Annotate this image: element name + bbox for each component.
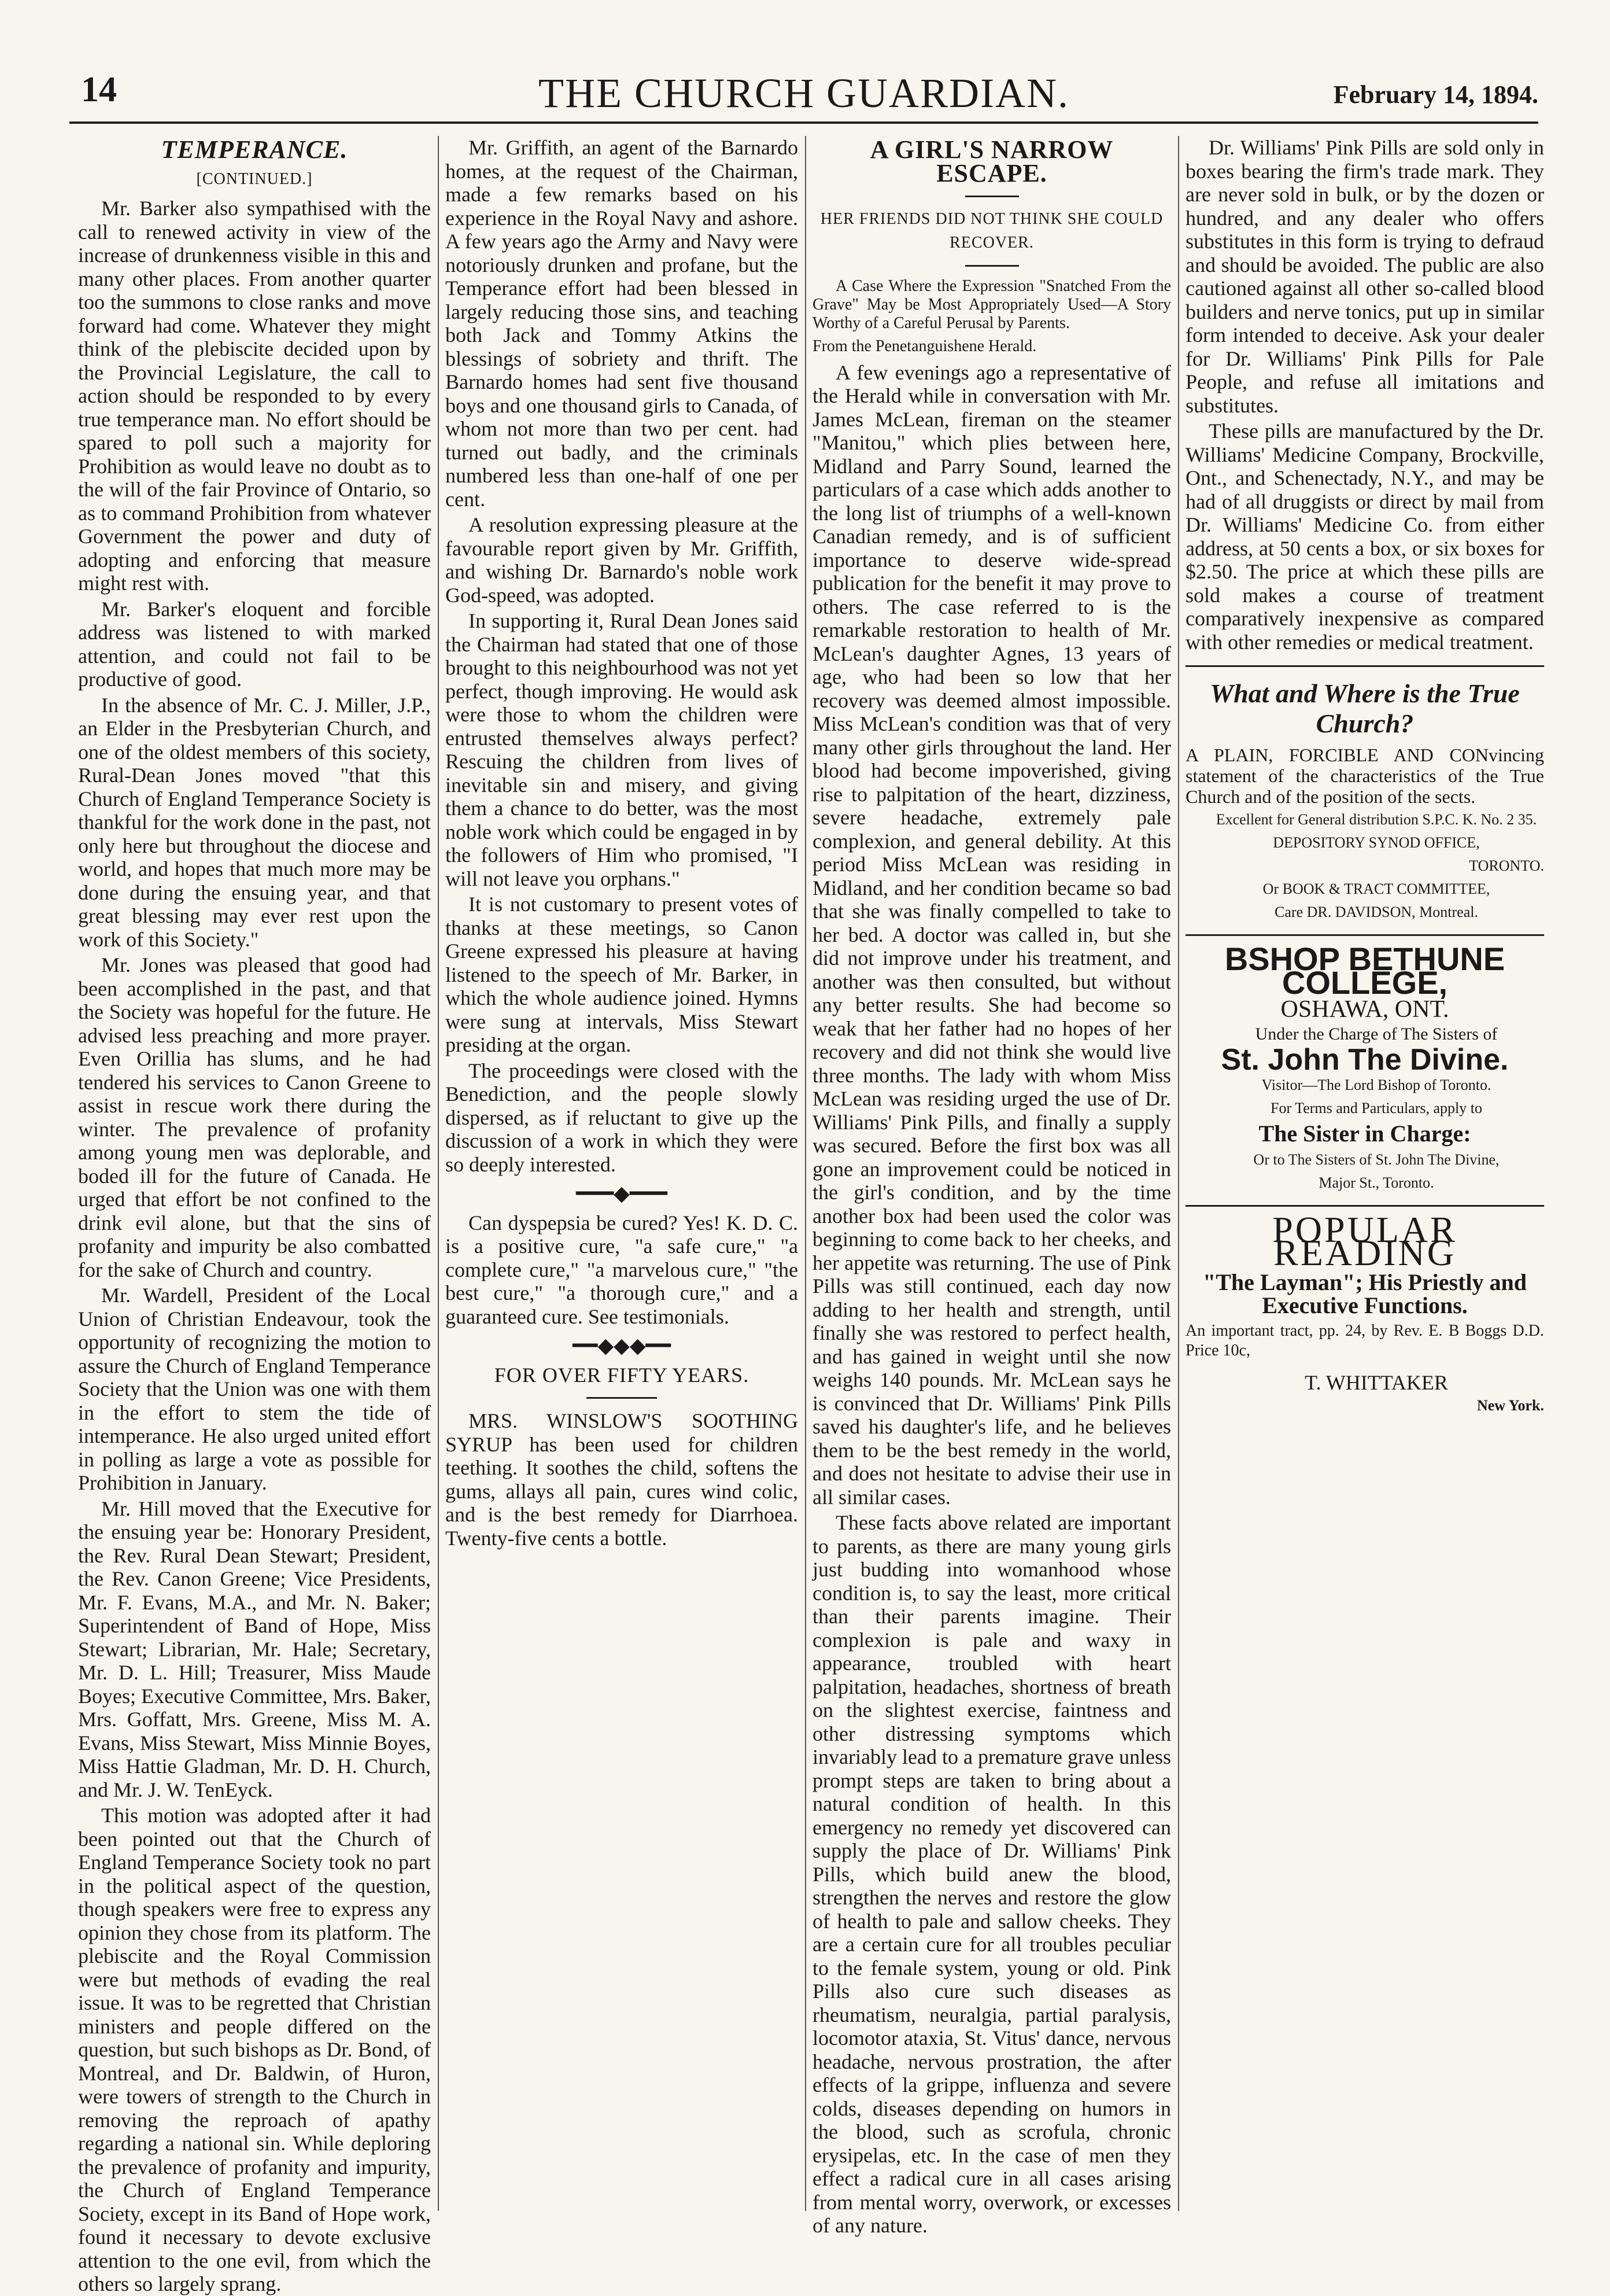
- committee-care: Care DR. DAVIDSON, Montreal.: [1275, 904, 1478, 920]
- true-church-ad: [1186, 679, 1544, 923]
- escape-paragraph: A few evenings ago a representative of the Herald while in conversation with Mr. James McLean, fireman on the steamer "Manitou," which plies between here, Midland and Parry Sound, learned the particulars of a case which adds another to the long list of triumphs of a well-known Canadian remedy, and is of sufficient importance to deserve wide-spread publication for the benefit it may prove to others. The case referred to is the remarkable restoration to health of Mr. McLean's daughter Agnes, 13 years of age, who had been so low that her recovery was deemed almost impossible. Miss McLean's condition was that of very many other girls throughout the land. Her blood had become impoverished, giving rise to palpitation of the heart, dizziness, severe headache, extremely pale complexion, and general debility. At this period Miss McLean was residing in Midland, and her condition became so bad that she was finally compelled to take to her bed. A doctor was called in, but she did not improve under his treatment, and another was then consulted, but without any better results. She had become so weak that her father had no hopes of her recovery and did not think she would live three months. The lady with whom Miss McLean was residing urged the use of Dr. Williams' Pink Pills, and finally a supply was secured. Before the first box was all gone an improvement could be noticed in the girl's condition, and by the time another box had been used the color was beginning to come back to her cheeks, and her appetite was returning. The use of Pink Pills was still continued, each day now adding to her health and strength, until finally she was restored to perfect health, and has gained in weight until she now weighs 140 pounds. Mr. McLean says he is convinced that Dr. Williams' Pink Pills saved his daughter's life, and he believes them to be the best remedy in the world, and does not hesitate to advise their use in all similar cases.: [813, 360, 1171, 1509]
- column-rule: [1178, 136, 1179, 2211]
- escape-paragraph: Dr. Williams' Pink Pills are sold only in boxes bearing the firm's trade mark. They are never sold in bulk, or by the dozen or hundred, and any dealer who offers substitutes in this form is trying to defraud and should be avoided. The public are also cautioned against all other so-called blood builders and nerve tonics, put up in similar form intended to deceive. Ask your dealer for Dr. Williams' Pink Pills for Pale People, and refuse all imitations and substitutes.: [1186, 136, 1544, 417]
- college-address: Major St., Toronto.: [1319, 1174, 1434, 1191]
- short-rule: [965, 196, 1019, 197]
- temperance-heading: TEMPERANCE.: [161, 135, 348, 164]
- section-rule: [1186, 934, 1544, 936]
- temperance-paragraph: A resolution expressing pleasure at the favourable report given by Mr. Griffith, and wishing Dr. Barnardo's noble work God-speed, was adopted.: [445, 513, 798, 607]
- dyspepsia-ad: Can dyspepsia be cured? Yes! K. D. C. is a positive cure, "a safe cure," "a complete cure," "a marvelous cure," "the best cure," "a thorough cure," and a guaranteed cure. See testimonials.: [445, 1211, 798, 1328]
- temperance-paragraph: Mr. Barker's eloquent and forcible address was listened to with marked attention, and could not fail to be productive of good.: [78, 597, 431, 691]
- publisher-city: New York.: [1476, 1396, 1544, 1414]
- temperance-paragraph: In supporting it, Rural Dean Jones said the Chairman had stated that one of those brought to this neighbourhood was not yet perfect, though improving. He would ask were those to whom the children were entrusted themselves always perfect? Rescuing the children from lives of inevitable sin and misery, and giving them a chance to do better, was the most noble work which could be engaged in by the followers of Him who promised, "I will not leave you orphans.": [445, 609, 798, 890]
- column-rule: [805, 136, 806, 2211]
- college-charge: Under the Charge of The Sisters of: [1255, 1024, 1498, 1044]
- escape-subheading: HER FRIENDS DID NOT THINK SHE COULD RECOVER.: [820, 210, 1164, 252]
- escape-deck: A Case Where the Expression "Snatched From the Grave" May be Most Appropriately Used—A Story Worthy of a Careful Perusal by Parents.: [813, 277, 1171, 332]
- newspaper-title: THE CHURCH GUARDIAN.: [538, 70, 1069, 116]
- ornament-divider: ━━◆◆◆━━: [573, 1334, 671, 1357]
- temperance-paragraph: Mr. Wardell, President of the Local Union of Christian Endeavour, took the opportunity of recognizing the motion to assure the Church of England Temperance Society that the Union was one with them in the effort to stem the tide of intemperance. He also urged united effort in polling as large a vote as possible for Prohibition in January.: [78, 1284, 431, 1494]
- popular-reading-subtitle: "The Layman"; His Priestly and Executive Functions.: [1203, 1269, 1527, 1318]
- college-ad: [1186, 941, 1544, 1193]
- column-1: [78, 135, 431, 2295]
- popular-reading-desc: An important tract, pp. 24, by Rev. E. B Boggs D.D. Price 10c,: [1186, 1321, 1544, 1359]
- or-label: Or: [1262, 880, 1279, 897]
- column-2: [445, 136, 798, 2211]
- section-rule: [1186, 665, 1544, 667]
- temperance-paragraph: Mr. Barker also sympathised with the call to renewed activity in view of the increase of drunkenness visible in this and many other places. From another quarter too the summons to close ranks and move forward had come. Whatever they might think of the plebiscite decided upon by the Provincial Legislature, the call to action should be responded to by every true temperance man. No effort should be spared to poll such a majority for Prohibition as would leave no doubt as to the will of the fair Province of Ontario, so as to command Prohibition from whatever Government the power and duty of adopting and enforcing that measure might rest with.: [78, 197, 431, 595]
- column-3: [813, 135, 1171, 2237]
- issue-date: February 14, 1894.: [1333, 80, 1538, 109]
- continued-label: [CONTINUED.]: [196, 169, 313, 188]
- true-church-body: A PLAIN, FORCIBLE AND CONvincing statement of the characteristics of the True Church and of the position of the sects.: [1186, 745, 1544, 807]
- escape-paragraph: These facts above related are important to parents, as there are many young girls just budding into womanhood whose condition is, to say the least, more critical than their parents imagine. Their complexion is pale and waxy in appearance, troubled with heart palpitation, headaches, shortness of breath on the slightest exercise, faintness and other distressing symptoms which invariably lead to a premature grave unless prompt steps are taken to bring about a natural condition of health. In this emergency no remedy yet discovered can supply the place of Dr. Williams' Pink Pills, which build anew the blood, strengthen the nerves and restore the glow of health to pale and sallow cheeks. They are a certain cure for all troubles peculiar to the female system, young or old. Pink Pills also cure such diseases as rheumatism, neuralgia, partial paralysis, locomotor ataxia, St. Vitus' dance, nervous headache, nervous prostration, the after effects of la grippe, influenza and severe colds, diseases depending on humors in the blood, such as scrofula, chronic erysipelas, etc. In the case of men they effect a radical cure in all cases arising from mental worry, overwork, or excesses of any nature.: [813, 1511, 1171, 2237]
- escape-paragraph: These pills are manufactured by the Dr. Williams' Medicine Company, Brockville, Ont., and Schenectady, N.Y., and may be had of all druggists or direct by mail from Dr. Williams' Medicine Co. from either address, at 50 cents a box, or six boxes for $2.50. The price at which these pills are sold makes a course of treatment comparatively inexpensive as compared with other remedies or medical treatment.: [1186, 419, 1544, 654]
- book-tract-committee: [1186, 879, 1544, 900]
- page-number: 14: [81, 70, 117, 109]
- temperance-paragraph: This motion was adopted after it had been pointed out that the Church of England Temperance Society took no part in the political aspect of the question, though speakers were free to express any opinion they chose from its platform. The plebiscite and the Royal Commission were but methods of evading the real issue. It was to be regretted that Christian ministers and people differed on the question, but such bishops as Dr. Bond, of Montreal, and Dr. Baldwin, of Huron, were towers of strength to the Church in removing the reproach of apathy regarding a national sin. While deploring the prevalence of profanity and impurity, the Church of England Temperance Society, except in its Band of Hope work, found it necessary to devote exclusive attention to the one evil, from which the others so largely sprang.: [78, 1804, 431, 2295]
- escape-heading: A GIRL'S NARROW ESCAPE.: [870, 135, 1114, 187]
- depository: DEPOSITORY SYNOD OFFICE,: [1273, 834, 1480, 851]
- college-name: BSHOP BETHUNE COLLEGE,: [1224, 941, 1505, 1001]
- committee-name: BOOK & TRACT COMMITTEE,: [1282, 880, 1490, 897]
- temperance-paragraph: Mr. Hill moved that the Executive for the ensuing year be: Honorary President, the Rev. Rural Dean Stewart; President, the Rev. Canon Greene; Vice Presidents, Mr. F. Evans, M.A., and Mr. N. Baker; Superintendent of Band of Hope, Miss Stewart; Librarian, Mr. Hale; Secretary, Mr. D. L. Hill; Treasurer, Miss Maude Boyes; Executive Committee, Mrs. Baker, Mrs. Goffatt, Mrs. Greene, Miss M. A. Evans, Miss Stewart, Miss Minnie Boyes, Miss Hattie Gladman, Mr. D. H. Church, and Mr. J. W. TenEyck.: [78, 1497, 431, 1801]
- column-4: [1186, 136, 1544, 2211]
- college-sister: The Sister in Charge:: [1258, 1121, 1471, 1147]
- fifty-years-heading: FOR OVER FIFTY YEARS.: [494, 1363, 749, 1387]
- escape-source: From the Penetanguishene Herald.: [813, 337, 1037, 355]
- winslow-ad: MRS. WINSLOW'S SOOTHING SYRUP has been used for children teething. It soothes the child, softens the gums, allays all pain, cures wind colic, and is the best remedy for Diarrhoea. Twenty-five cents a bottle.: [445, 1409, 798, 1550]
- section-rule: [1186, 1205, 1544, 1207]
- popular-reading-ad: [1186, 1208, 1544, 1416]
- short-rule: [586, 1397, 657, 1399]
- temperance-paragraph: Mr. Jones was pleased that good had been accomplished in the past, and that the Society was hopeful for the future. He advised less preaching and more prayer. Even Orillia has slums, and he had tendered his services to Canon Greene to assist in rescue work there during the winter. The prevalence of profanity among young men was deplorable, and boded ill for the future of Canada. He urged that effort be not confined to the drink evil alone, but that the sins of profanity and impurity be also combatted for the sake of Church and country.: [78, 953, 431, 1281]
- column-rule: [438, 136, 439, 2211]
- temperance-paragraph: Mr. Griffith, an agent of the Barnardo homes, at the request of the Chairman, made a few remarks based on his experience in the Royal Navy and ashore. A few years ago the Army and Navy were notoriously drunken and profane, but the Temperance effort had been blessed in largely reducing those sins, and teaching both Jack and Tommy Atkins the blessings of sobriety and thrift. The Barnardo homes had sent five thousand boys and one thousand girls to Canada, of whom not more than two per cent. had turned out badly, and the criminals numbered less than one-half of one per cent.: [445, 136, 798, 511]
- short-rule: [965, 265, 1019, 267]
- ornament-divider: ━━━◆━━━: [576, 1182, 667, 1205]
- temperance-paragraph: The proceedings were closed with the Benediction, and the people slowly dispersed, as if reluctant to give up the discussion of a work in which they were so deeply interested.: [445, 1059, 798, 1176]
- college-order: St. John The Divine.: [1221, 1042, 1509, 1077]
- masthead-rule: [69, 121, 1538, 124]
- publisher: T. WHITTAKER: [1305, 1370, 1448, 1394]
- college-visitor: Visitor—The Lord Bishop of Toronto.: [1261, 1077, 1491, 1093]
- college-terms: For Terms and Particulars, apply to: [1271, 1100, 1482, 1116]
- true-church-price: Excellent for General distribution S.P.C. K. No. 2 35.: [1216, 811, 1537, 828]
- college-or-line: Or to The Sisters of St. John The Divine,: [1253, 1151, 1500, 1168]
- true-church-title: What and Where is the True Church?: [1210, 679, 1520, 738]
- temperance-paragraph: In the absence of Mr. C. J. Miller, J.P., an Elder in the Presbyterian Church, and one of the oldest members of this society, Rural-Dean Jones moved "that this Church of England Temperance Society is thankful for the work done in the past, not only here but throughout the diocese and world, and hopes that much more may be done during the ensuing year, and that great blessing may ever rest upon the work of this Society.": [78, 693, 431, 951]
- temperance-paragraph: It is not customary to present votes of thanks at these meetings, so Canon Greene expressed his pleasure at having listened to the speech of Mr. Barker, in which the whole audience joined. Hymns were sung at intervals, Miss Stewart presiding at the organ.: [445, 893, 798, 1056]
- popular-reading-title: POPULAR READING: [1272, 1208, 1457, 1273]
- college-city: OSHAWA, ONT.: [1280, 996, 1449, 1023]
- depository-city: TORONTO.: [1469, 857, 1544, 874]
